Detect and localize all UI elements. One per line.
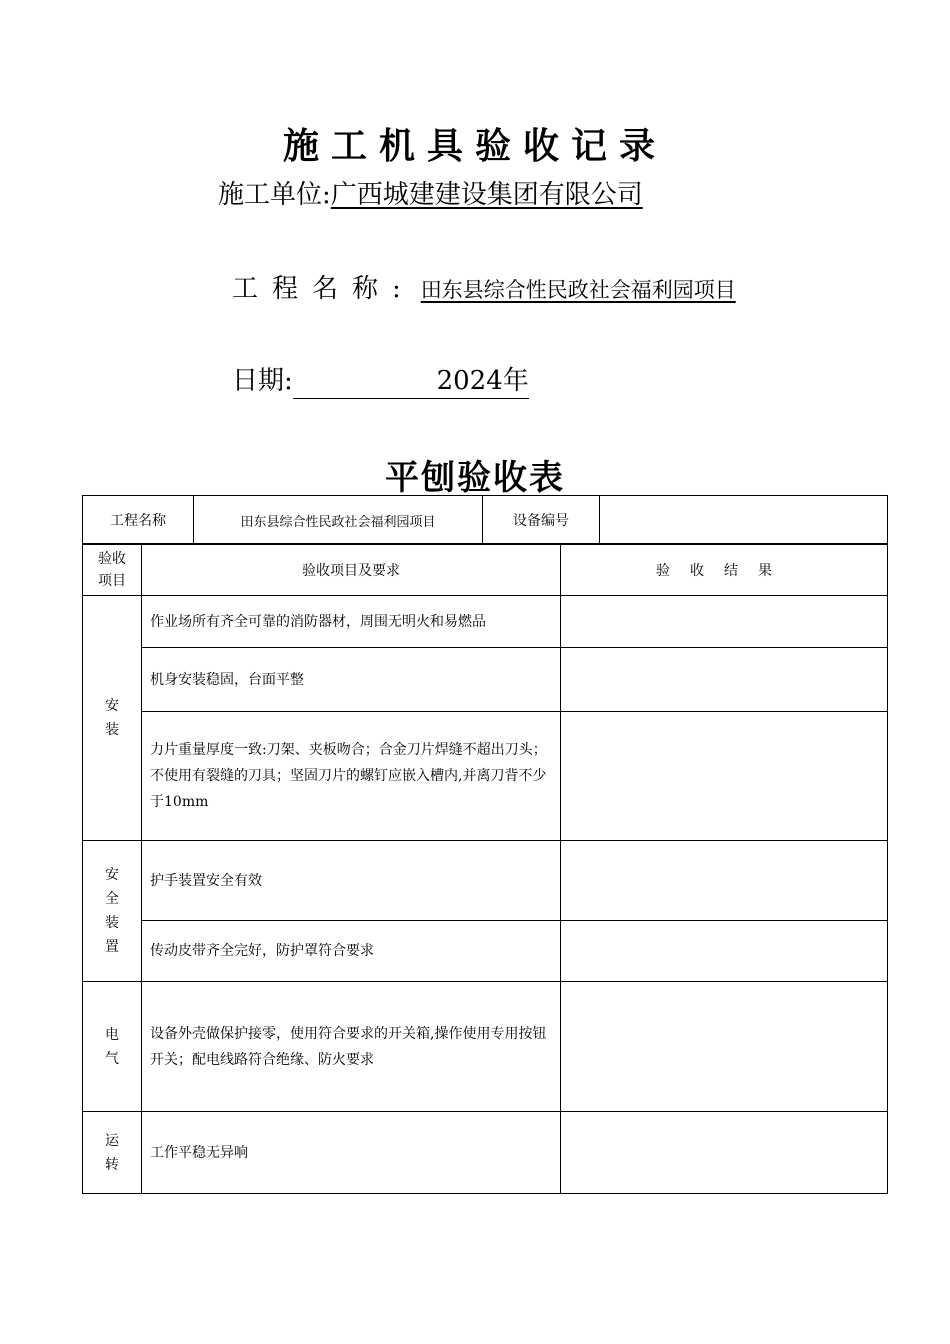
date-line (232, 360, 529, 399)
project-line (232, 268, 736, 305)
date-value: 2024年 (293, 366, 529, 399)
result-cell[interactable] (561, 712, 888, 841)
project-label: 工程名称: (232, 274, 415, 304)
table-header-row (83, 544, 888, 596)
table-row (83, 841, 888, 921)
result-cell[interactable] (561, 841, 888, 921)
table-row (83, 1112, 888, 1194)
table-row (83, 596, 888, 648)
requirement-cell: 设备外壳做保护接零，使用符合要求的开关箱,操作使用专用按钮开关；配电线路符合绝缘、防火要求 (142, 982, 561, 1112)
category-operation: 运转 (83, 1112, 142, 1194)
requirement-cell: 力片重量厚度一致:刀架、夹板吻合；合金刀片焊缝不超出刀头；不使用有裂缝的刀具；坚固刀片的螺钉应嵌入槽内,并离刀背不少于10mm (142, 712, 561, 841)
result-cell[interactable] (561, 596, 888, 648)
requirement-cell: 护手装置安全有效 (142, 841, 561, 921)
col-result-header: 验收结果 (561, 544, 888, 596)
unit-label: 施工单位: (218, 180, 331, 210)
result-cell[interactable] (561, 1112, 888, 1194)
result-cell[interactable] (561, 648, 888, 712)
form-title: 平刨验收表 (385, 458, 565, 498)
result-cell[interactable] (561, 921, 888, 982)
table-row (83, 712, 888, 841)
device-no-label: 设备编号 (483, 496, 600, 545)
category-safety-devices: 安全装置 (83, 841, 142, 982)
category-installation: 安装 (83, 596, 142, 841)
form-header-table (82, 495, 888, 545)
requirement-cell: 传动皮带齐全完好，防护罩符合要求 (142, 921, 561, 982)
project-name-label: 工程名称 (83, 496, 194, 545)
date-label: 日期: (232, 366, 293, 396)
device-no-value[interactable] (600, 496, 888, 545)
table-row (83, 982, 888, 1112)
requirement-cell: 机身安装稳固，台面平整 (142, 648, 561, 712)
col-requirements-header: 验收项目及要求 (142, 544, 561, 596)
construction-unit (218, 174, 643, 211)
unit-value: 广西城建建设集团有限公司 (330, 180, 643, 210)
inspection-table (82, 543, 888, 1194)
col-item-header: 验收项目 (83, 544, 142, 596)
result-cell[interactable] (561, 982, 888, 1112)
table-row (83, 648, 888, 712)
table-row (83, 921, 888, 982)
requirement-cell: 工作平稳无异响 (142, 1112, 561, 1194)
document-title: 施工机具验收记录 (282, 125, 667, 167)
project-value: 田东县综合性民政社会福利园项目 (420, 278, 736, 302)
category-electrical: 电气 (83, 982, 142, 1112)
project-name-value: 田东县综合性民政社会福利园项目 (194, 496, 483, 545)
requirement-cell: 作业场所有齐全可靠的消防器材，周围无明火和易燃品 (142, 596, 561, 648)
